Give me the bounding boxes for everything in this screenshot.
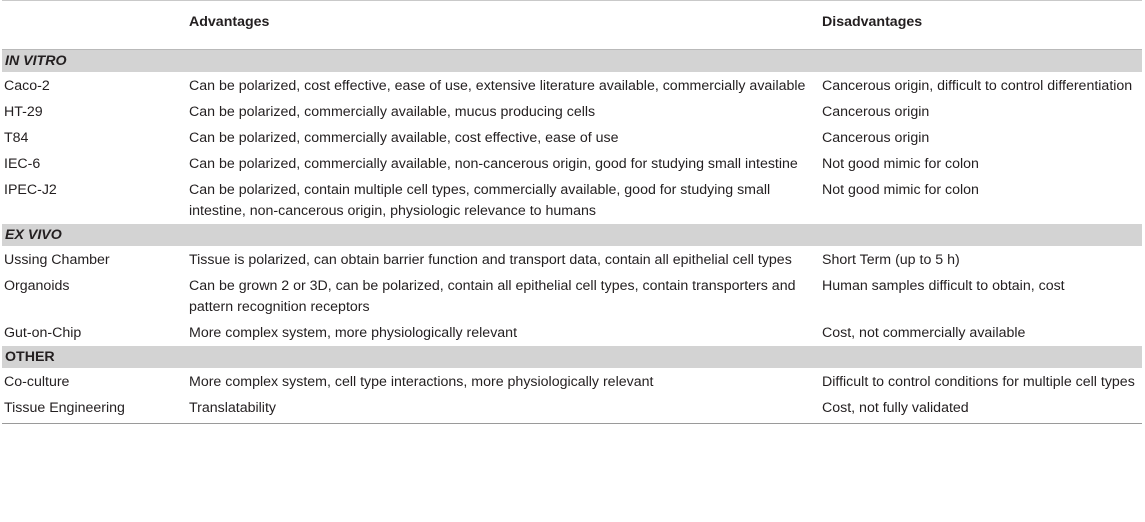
table-row: [2, 177, 1142, 224]
model-name: IPEC-J2: [4, 182, 57, 198]
model-name: Organoids: [4, 278, 70, 294]
section-other: [2, 346, 1142, 424]
table-header: [2, 1, 1142, 50]
advantages-cell: Can be polarized, commercially available, cost effective, ease of use: [189, 130, 619, 146]
model-name: Tissue Engineering: [2, 395, 189, 424]
table-row: [2, 73, 1142, 100]
section-title-ex-vivo: EX VIVO: [2, 224, 1142, 247]
disadvantages-cell: Difficult to control conditions for multiple cell types: [822, 374, 1135, 390]
section-title-in-vitro: IN VITRO: [2, 50, 1142, 73]
disadvantages-cell: Cancerous origin: [822, 130, 930, 146]
table-row: [2, 99, 1142, 125]
model-name: Ussing Chamber: [4, 252, 110, 268]
table-row: [2, 273, 1142, 320]
disadvantages-cell: Human samples difficult to obtain, cost: [822, 278, 1065, 294]
disadvantages-cell: Not good mimic for colon: [822, 156, 979, 172]
comparison-table: [2, 0, 1142, 424]
header-disadvantages: Disadvantages: [822, 1, 1142, 50]
model-name: T84: [4, 130, 29, 146]
header-row: [2, 1, 1142, 50]
section-row: [2, 224, 1142, 247]
table-row: [2, 125, 1142, 151]
model-name: IEC-6: [4, 156, 41, 172]
advantages-cell: Translatability: [189, 395, 822, 424]
advantages-cell: More complex system, more physiologically relevant: [189, 325, 518, 341]
section-row: [2, 50, 1142, 73]
section-in-vitro: [2, 50, 1142, 225]
table-row: [2, 320, 1142, 346]
advantages-cell: Can be polarized, commercially available, non-cancerous origin, good for studying small intestine: [189, 156, 798, 172]
header-advantages: Advantages: [189, 1, 822, 50]
model-name: Caco-2: [4, 78, 50, 94]
disadvantages-cell: Cost, not commercially available: [822, 325, 1026, 341]
comparison-table-container: [2, 0, 1142, 424]
table-row: [2, 369, 1142, 396]
disadvantages-cell: Not good mimic for colon: [822, 182, 979, 198]
model-name: HT-29: [4, 104, 43, 120]
advantages-cell: Can be polarized, cost effective, ease of use, extensive literature available, commercially available: [189, 78, 806, 94]
disadvantages-cell: Cancerous origin: [822, 104, 930, 120]
table-row: [2, 395, 1142, 424]
model-name: Co-culture: [4, 374, 70, 390]
disadvantages-cell: Short Term (up to 5 h): [822, 252, 960, 268]
advantages-cell: More complex system, cell type interactions, more physiologically relevant: [189, 374, 654, 390]
model-name: Gut-on-Chip: [4, 325, 82, 341]
disadvantages-cell: Cancerous origin, difficult to control differentiation: [822, 78, 1133, 94]
disadvantages-cell: Cost, not fully validated: [822, 395, 1142, 424]
header-model-column: [2, 1, 189, 50]
advantages-cell: Tissue is polarized, can obtain barrier function and transport data, contain all epithelial cell types: [189, 252, 792, 268]
section-title-other: OTHER: [2, 346, 1142, 369]
table-row: [2, 247, 1142, 274]
section-row: [2, 346, 1142, 369]
advantages-cell: Can be polarized, commercially available, mucus producing cells: [189, 104, 596, 120]
advantages-cell: Can be grown 2 or 3D, can be polarized, contain all epithelial cell types, contain transporters and pattern recognition receptors: [189, 278, 796, 315]
advantages-cell: Can be polarized, contain multiple cell types, commercially available, good for studying small intestine, non-cancerous origin, physiologic relevance to humans: [189, 182, 771, 219]
section-ex-vivo: [2, 224, 1142, 346]
table-row: [2, 151, 1142, 177]
